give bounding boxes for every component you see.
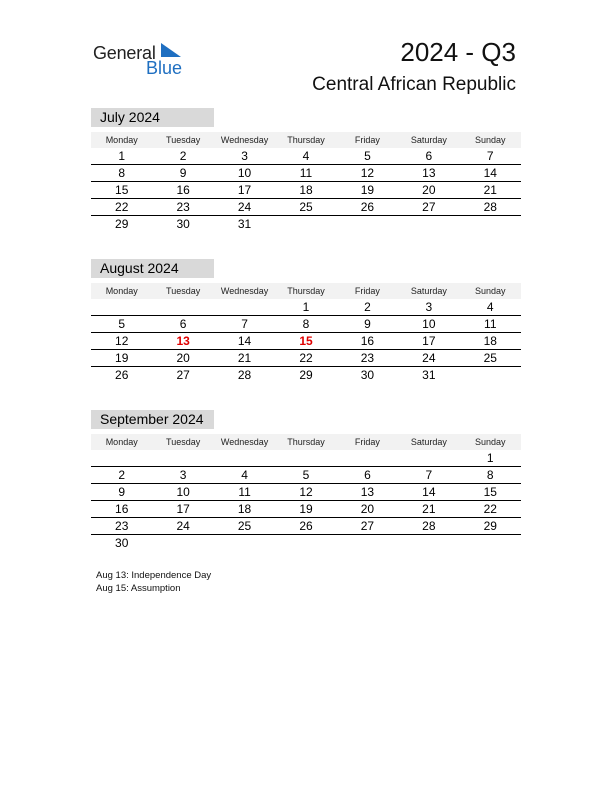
weekday-label: Friday [354,437,380,447]
day-cell: 28 [237,368,252,382]
day-cell: 6 [179,317,187,331]
day-cell: 4 [486,300,494,314]
day-cell: 22 [115,200,129,214]
day-cell: 5 [364,149,371,163]
day-cell: 15 [115,183,129,197]
day-cell: 19 [360,183,375,197]
day-cell: 16 [176,183,190,197]
day-cell: 8 [302,317,310,331]
day-cell [152,535,213,552]
day-cell: 18 [237,502,252,516]
month-july [91,108,521,232]
day-cell [398,450,459,467]
day-cell: 27 [176,368,190,382]
day-cell: 9 [118,485,126,499]
day-cell: 19 [299,502,313,516]
week-row [91,501,521,518]
day-cell [337,535,398,552]
week-row [91,316,521,333]
day-cell: 13 [422,166,436,180]
day-cell: 20 [360,502,375,516]
day-cell: 27 [422,200,436,214]
weeks-container [91,450,521,551]
day-cell: 8 [118,166,126,180]
day-cell: 23 [115,519,129,533]
week-row [91,518,521,535]
day-cell [398,216,459,233]
day-cell [275,216,336,233]
day-cell: 21 [483,183,497,197]
holiday-note: Aug 15: Assumption [96,583,181,594]
day-cell: 12 [299,485,313,499]
day-cell: 17 [422,334,436,348]
weekday-label: Saturday [410,286,447,296]
day-cell [275,535,336,552]
day-cell: 12 [360,166,375,180]
day-cell: 28 [422,519,436,533]
weekday-label: Tuesday [166,135,201,145]
day-cell: 5 [302,468,310,482]
day-cell: 26 [360,200,375,214]
day-cell: 14 [237,334,252,348]
day-cell: 21 [237,351,252,365]
weekday-header-row [91,283,521,299]
week-row [91,484,521,501]
weekday-label: Tuesday [166,437,201,447]
day-cell: 24 [176,519,190,533]
weekday-label: Friday [354,135,380,145]
day-cell [214,450,275,467]
weekday-label: Thursday [287,437,325,447]
month-title: September 2024 [91,410,214,429]
day-cell: 7 [241,317,248,331]
day-cell: 9 [179,166,187,180]
day-cell: 29 [483,519,497,533]
day-cell [275,450,336,467]
logo-text-blue: Blue [146,58,183,78]
country-name: Central African Republic [312,74,516,95]
weekday-label: Sunday [475,286,506,296]
day-cell: 14 [483,166,497,180]
day-cell: 25 [483,351,497,365]
generalblue-logo [93,41,193,81]
page-title: 2024 - Q3 [400,37,516,67]
holiday-notes [96,569,211,595]
day-cell: 23 [176,200,190,214]
day-cell: 23 [360,351,375,365]
day-cell: 28 [483,200,497,214]
day-cell: 16 [115,502,129,516]
day-cell [337,450,398,467]
day-cell: 8 [486,468,494,482]
day-cell: 26 [299,519,313,533]
weeks-container [91,299,521,383]
day-cell: 3 [179,468,187,482]
day-cell [214,535,275,552]
day-cell: 30 [176,217,190,231]
day-cell: 24 [237,200,252,214]
day-cell: 26 [115,368,129,382]
day-cell: 24 [422,351,436,365]
day-cell [460,216,521,233]
weekday-header-row [91,434,521,450]
month-title: August 2024 [91,259,214,278]
day-cell: 20 [176,351,190,365]
day-cell: 10 [176,485,190,499]
day-cell: 12 [115,334,129,348]
weekday-label: Wednesday [220,135,269,145]
weekday-header-row [91,132,521,148]
day-cell: 1 [486,451,494,465]
day-cell: 7 [425,468,433,482]
day-cell: 22 [299,351,313,365]
weekday-label: Monday [105,437,138,447]
day-cell: 5 [118,317,126,331]
day-cell: 1 [118,149,126,163]
month-august [91,259,521,383]
day-cell: 9 [364,317,371,331]
holiday-day-cell: 13 [176,334,190,348]
day-cell: 19 [115,351,129,365]
day-cell: 11 [238,485,251,499]
day-cell: 14 [422,485,436,499]
logo-triangle-icon [161,43,181,57]
day-cell [152,299,213,316]
day-cell [460,535,521,552]
month-title: July 2024 [91,108,214,127]
day-cell: 4 [302,149,310,163]
day-cell: 6 [425,149,433,163]
weekday-label: Friday [354,286,380,296]
day-cell: 29 [115,217,129,231]
week-row [91,216,521,232]
day-cell: 15 [483,485,497,499]
day-cell: 17 [237,183,252,197]
day-cell: 27 [360,519,375,533]
day-cell [91,450,152,467]
day-cell: 18 [299,183,313,197]
week-row [91,467,521,484]
weeks-container [91,148,521,232]
logo-text-general: General [93,43,156,63]
day-cell: 25 [237,519,252,533]
day-cell [214,299,275,316]
day-cell: 31 [422,368,436,382]
weekday-label: Saturday [410,437,447,447]
day-cell: 18 [483,334,497,348]
month-september [91,410,521,551]
weekday-label: Monday [105,286,138,296]
day-cell: 1 [302,300,310,314]
weekday-label: Sunday [475,135,506,145]
day-cell: 11 [299,166,313,180]
day-cell [152,450,213,467]
day-cell: 10 [237,166,252,180]
week-row [91,182,521,199]
day-cell: 17 [176,502,190,516]
day-cell: 6 [364,468,371,482]
week-row [91,450,521,467]
week-row [91,350,521,367]
week-row [91,333,521,350]
day-cell: 2 [118,468,126,482]
day-cell: 29 [299,368,313,382]
day-cell: 4 [241,468,248,482]
week-row [91,535,521,551]
week-row [91,367,521,383]
weekday-label: Monday [105,135,138,145]
week-row [91,299,521,316]
weekday-label: Wednesday [220,286,269,296]
day-cell [337,216,398,233]
weekday-label: Thursday [287,286,325,296]
week-row [91,148,521,165]
day-cell [398,535,459,552]
day-cell [91,299,152,316]
day-cell: 31 [237,217,252,231]
holiday-day-cell: 15 [299,334,313,348]
day-cell: 13 [360,485,375,499]
day-cell: 2 [364,300,371,314]
day-cell: 22 [483,502,497,516]
day-cell: 11 [484,317,497,331]
weekday-label: Saturday [410,135,447,145]
day-cell: 30 [360,368,375,382]
weekday-label: Thursday [287,135,325,145]
day-cell: 3 [241,149,248,163]
week-row [91,199,521,216]
day-cell: 20 [422,183,436,197]
weekday-label: Tuesday [166,286,201,296]
day-cell [460,367,521,384]
holiday-note: Aug 13: Independence Day [96,570,212,581]
day-cell: 16 [360,334,375,348]
day-cell: 7 [486,149,494,163]
day-cell: 30 [115,536,129,550]
weekday-label: Sunday [475,437,506,447]
week-row [91,165,521,182]
day-cell: 3 [425,300,433,314]
day-cell: 25 [299,200,313,214]
day-cell: 21 [422,502,436,516]
day-cell: 2 [179,149,187,163]
weekday-label: Wednesday [220,437,269,447]
day-cell: 10 [422,317,436,331]
